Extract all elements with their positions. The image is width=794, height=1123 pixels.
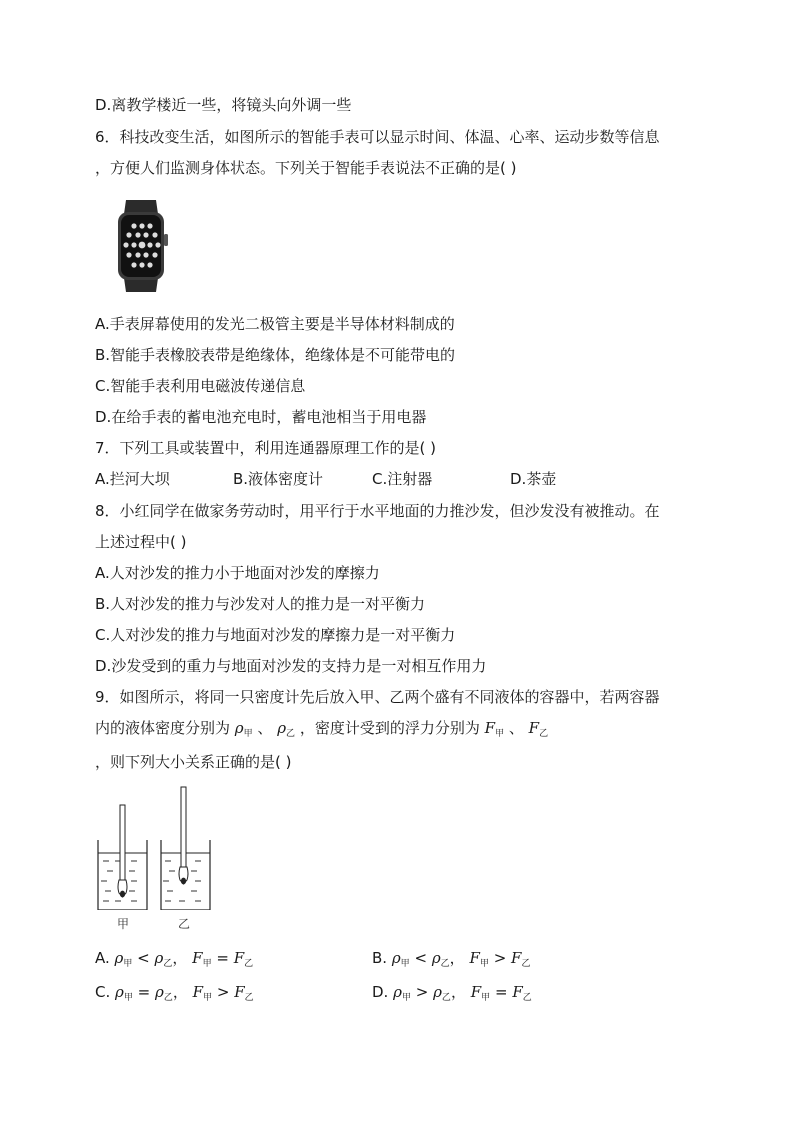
q8-option-a: A.人对沙发的推力小于地面对沙发的摩擦力 <box>95 564 380 582</box>
q8-stem-line2: 上述过程中( ) <box>95 533 187 551</box>
q6-option-a: A.手表屏幕使用的发光二极管主要是半导体材料制成的 <box>95 315 455 333</box>
q6-option-b: B.智能手表橡胶表带是绝缘体，绝缘体是不可能带电的 <box>95 346 456 364</box>
q6-option-d: D.在给手表的蓄电池充电时，蓄电池相当于用电器 <box>95 408 427 426</box>
q9-stem-line2 <box>95 718 548 744</box>
hydrometer-figure <box>95 785 215 910</box>
q9-stem-text-pre: 内的液体密度分别为 <box>95 719 231 737</box>
q7-option-d: D.茶壶 <box>510 470 557 488</box>
q9-option-c: C. $\rho_甲 = \rho_乙$， $F_甲 > F_乙$ <box>95 983 254 1003</box>
f-yi: $F_乙$ <box>528 719 549 739</box>
figure-label-jia: 甲 <box>117 917 130 931</box>
rho-jia: $\rho_甲$ <box>234 719 253 739</box>
q8-option-d: D.沙发受到的重力与地面对沙发的支持力是一对相互作用力 <box>95 657 487 675</box>
q6-stem-line1: 6．科技改变生活，如图所示的智能手表可以显示时间、体温、心率、运动步数等信息 <box>95 128 660 146</box>
container-jia <box>98 805 147 910</box>
q7-option-c: C.注射器 <box>372 470 433 488</box>
separator: 、 <box>508 719 524 737</box>
q5-option-d: D.离教学楼近一些，将镜头向外调一些 <box>95 96 352 114</box>
q9-stem-line1: 9．如图所示，将同一只密度计先后放入甲、乙两个盛有不同液体的容器中，若两容器 <box>95 688 660 706</box>
q6-stem-line2: ，方便人们监测身体状态。下列关于智能手表说法不正确的是( ) <box>95 159 517 177</box>
smartwatch-icon <box>112 200 174 292</box>
separator: 、 <box>257 719 273 737</box>
figure-label-yi: 乙 <box>178 917 191 931</box>
rho-yi: $\rho_乙$ <box>277 719 296 739</box>
q9-stem-text-mid: ，密度计受到的浮力分别为 <box>299 719 480 737</box>
container-yi <box>161 787 210 910</box>
smartwatch-figure <box>112 200 174 292</box>
f-jia: $F_甲$ <box>484 719 505 739</box>
q6-option-c: C.智能手表利用电磁波传递信息 <box>95 377 306 395</box>
q9-option-b: B. $\rho_甲 < \rho_乙$， $F_甲 > F_乙$ <box>372 949 531 969</box>
q7-stem: 7．下列工具或装置中，利用连通器原理工作的是( ) <box>95 439 437 457</box>
q9-stem-line3: ，则下列大小关系正确的是( ) <box>95 753 292 771</box>
q7-option-b: B.液体密度计 <box>233 470 324 488</box>
hydrometer-diagram <box>95 785 215 910</box>
q8-option-b: B.人对沙发的推力与沙发对人的推力是一对平衡力 <box>95 595 426 613</box>
q8-option-c: C.人对沙发的推力与地面对沙发的摩擦力是一对平衡力 <box>95 626 456 644</box>
q8-stem-line1: 8．小红同学在做家务劳动时，用平行于水平地面的力推沙发，但沙发没有被推动。在 <box>95 502 660 520</box>
q9-option-d: D. $\rho_甲 > \rho_乙$， $F_甲 = F_乙$ <box>372 983 532 1003</box>
q7-option-a: A.拦河大坝 <box>95 470 170 488</box>
q9-option-a: A. $\rho_甲 < \rho_乙$， $F_甲 = F_乙$ <box>95 949 254 969</box>
